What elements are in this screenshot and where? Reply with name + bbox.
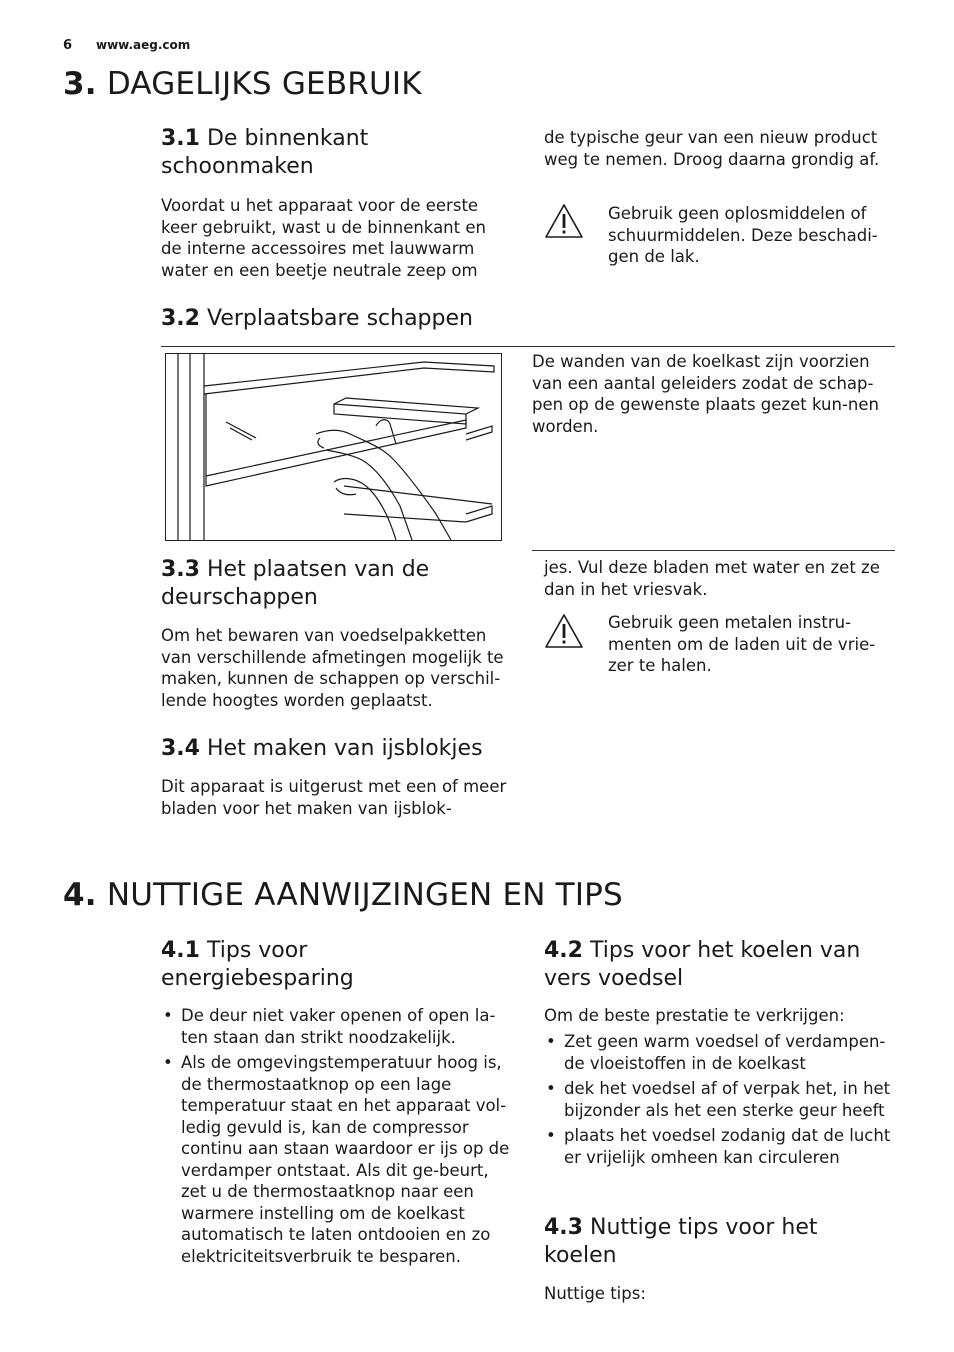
subsection-3-3-title-line2: deurschappen [161, 585, 318, 610]
warning-text-metal-tools: Gebruik geen metalen instru-menten om de laden uit de vrie-zer te halen. [608, 613, 876, 675]
section-4-title: NUTTIGE AANWIJZINGEN EN TIPS [106, 877, 623, 913]
subsection-4-3-title-line2: koelen [544, 1243, 617, 1268]
shelf-illustration [165, 353, 502, 541]
subsection-4-2-intro: Om de beste prestatie te verkrijgen: [544, 1006, 845, 1025]
subsection-4-3-heading [544, 1214, 904, 1270]
website-url: www.aeg.com [96, 38, 191, 52]
subsection-3-1-number: 3.1 [161, 126, 200, 151]
warning-triangle-icon [544, 613, 584, 653]
list-item: • plaats het voedsel zodanig dat de lucht er vrijelijk omheen kan circuleren [544, 1125, 896, 1168]
subsection-3-3-number: 3.3 [161, 557, 200, 582]
page-number: 6 [63, 38, 73, 53]
subsection-3-4-heading [161, 735, 561, 763]
subsection-3-2-heading [161, 305, 561, 333]
section-4-number: 4. [63, 877, 97, 913]
subsection-4-1-title-line1: Tips voor [206, 938, 308, 963]
subsection-3-3-text: Om het bewaren van voedselpakketten van verschillende afmetingen mogelijk te maken, kunnen de schappen op verschil-lende hoogtes worden geplaatst. [161, 626, 504, 710]
subsection-4-2-number: 4.2 [544, 938, 583, 963]
divider-bottom [532, 550, 895, 551]
subsection-4-1-number: 4.1 [161, 938, 200, 963]
subsection-3-1-text-continued: de typische geur van een nieuw product weg te nemen. Droog daarna grondig af. [544, 128, 880, 169]
subsection-3-1-heading [161, 125, 511, 181]
subsection-4-2-heading [544, 937, 904, 993]
subsection-3-1-title-line1: De binnenkant [206, 126, 369, 151]
subsection-3-3-heading [161, 556, 511, 612]
subsection-4-3-number: 4.3 [544, 1215, 583, 1240]
warning-triangle-icon [544, 203, 584, 243]
subsection-4-3-intro: Nuttige tips: [544, 1284, 646, 1303]
subsection-4-1-list [161, 1005, 513, 1271]
subsection-3-2-number: 3.2 [161, 306, 200, 331]
subsection-3-3-title-line1: Het plaatsen van de [206, 557, 430, 582]
subsection-4-3-title-line1: Nuttige tips voor het [589, 1215, 818, 1240]
list-item: • Zet geen warm voedsel of verdampen-de vloeistoffen in de koelkast [544, 1031, 896, 1074]
subsection-4-2-title-line2: vers voedsel [544, 966, 684, 991]
section-3-heading [63, 66, 422, 102]
warning-text-solvents: Gebruik geen oplosmiddelen of schuurmiddelen. Deze beschadi-gen de lak. [608, 204, 878, 266]
subsection-3-2-text: De wanden van de koelkast zijn voorzien van een aantal geleiders zodat de schap-pen op de gewenste plaats gezet kun-nen worden. [532, 352, 879, 436]
subsection-3-1-text: Voordat u het apparaat voor de eerste keer gebruikt, wast u de binnenkant en de interne accessoires met lauwwarm water en een beetje neutrale zeep om [161, 196, 486, 280]
subsection-4-2-title-line1: Tips voor het koelen van [589, 938, 861, 963]
subsection-3-4-title: Het maken van ijsblokjes [206, 736, 483, 761]
subsection-4-1-title-line2: energiebesparing [161, 966, 354, 991]
section-4-heading [63, 877, 623, 913]
subsection-3-4-text: Dit apparaat is uitgerust met een of meer bladen voor het maken van ijsblok- [161, 777, 507, 818]
list-item: • De deur niet vaker openen of open la-ten staan dan strikt noodzakelijk. [161, 1005, 513, 1048]
subsection-4-1-heading [161, 937, 511, 993]
section-3-number: 3. [63, 66, 97, 102]
subsection-4-2-list [544, 1031, 896, 1172]
subsection-3-1-title-line2: schoonmaken [161, 154, 314, 179]
subsection-3-4-text-continued: jes. Vul deze bladen met water en zet ze dan in het vriesvak. [544, 558, 880, 599]
subsection-3-4-number: 3.4 [161, 736, 200, 761]
section-3-title: DAGELIJKS GEBRUIK [106, 66, 422, 102]
subsection-3-2-title: Verplaatsbare schappen [206, 306, 473, 331]
divider-top [161, 346, 895, 347]
list-item: • Als de omgevingstemperatuur hoog is, de thermostaatknop op een lage temperatuur staat en het apparaat vol-ledig gevuld is, kan de compressor continu aan staan waardoor er ijs op de verdamper ontstaat. Als dit ge-beurt, zet u de thermostaatknop naar een warmere instelling om de koelkast automatisch te laten ontdooien en zo elektriciteitsverbruik te besparen. [161, 1052, 513, 1267]
list-item: • dek het voedsel af of verpak het, in het bijzonder als het een sterke geur heeft [544, 1078, 896, 1121]
